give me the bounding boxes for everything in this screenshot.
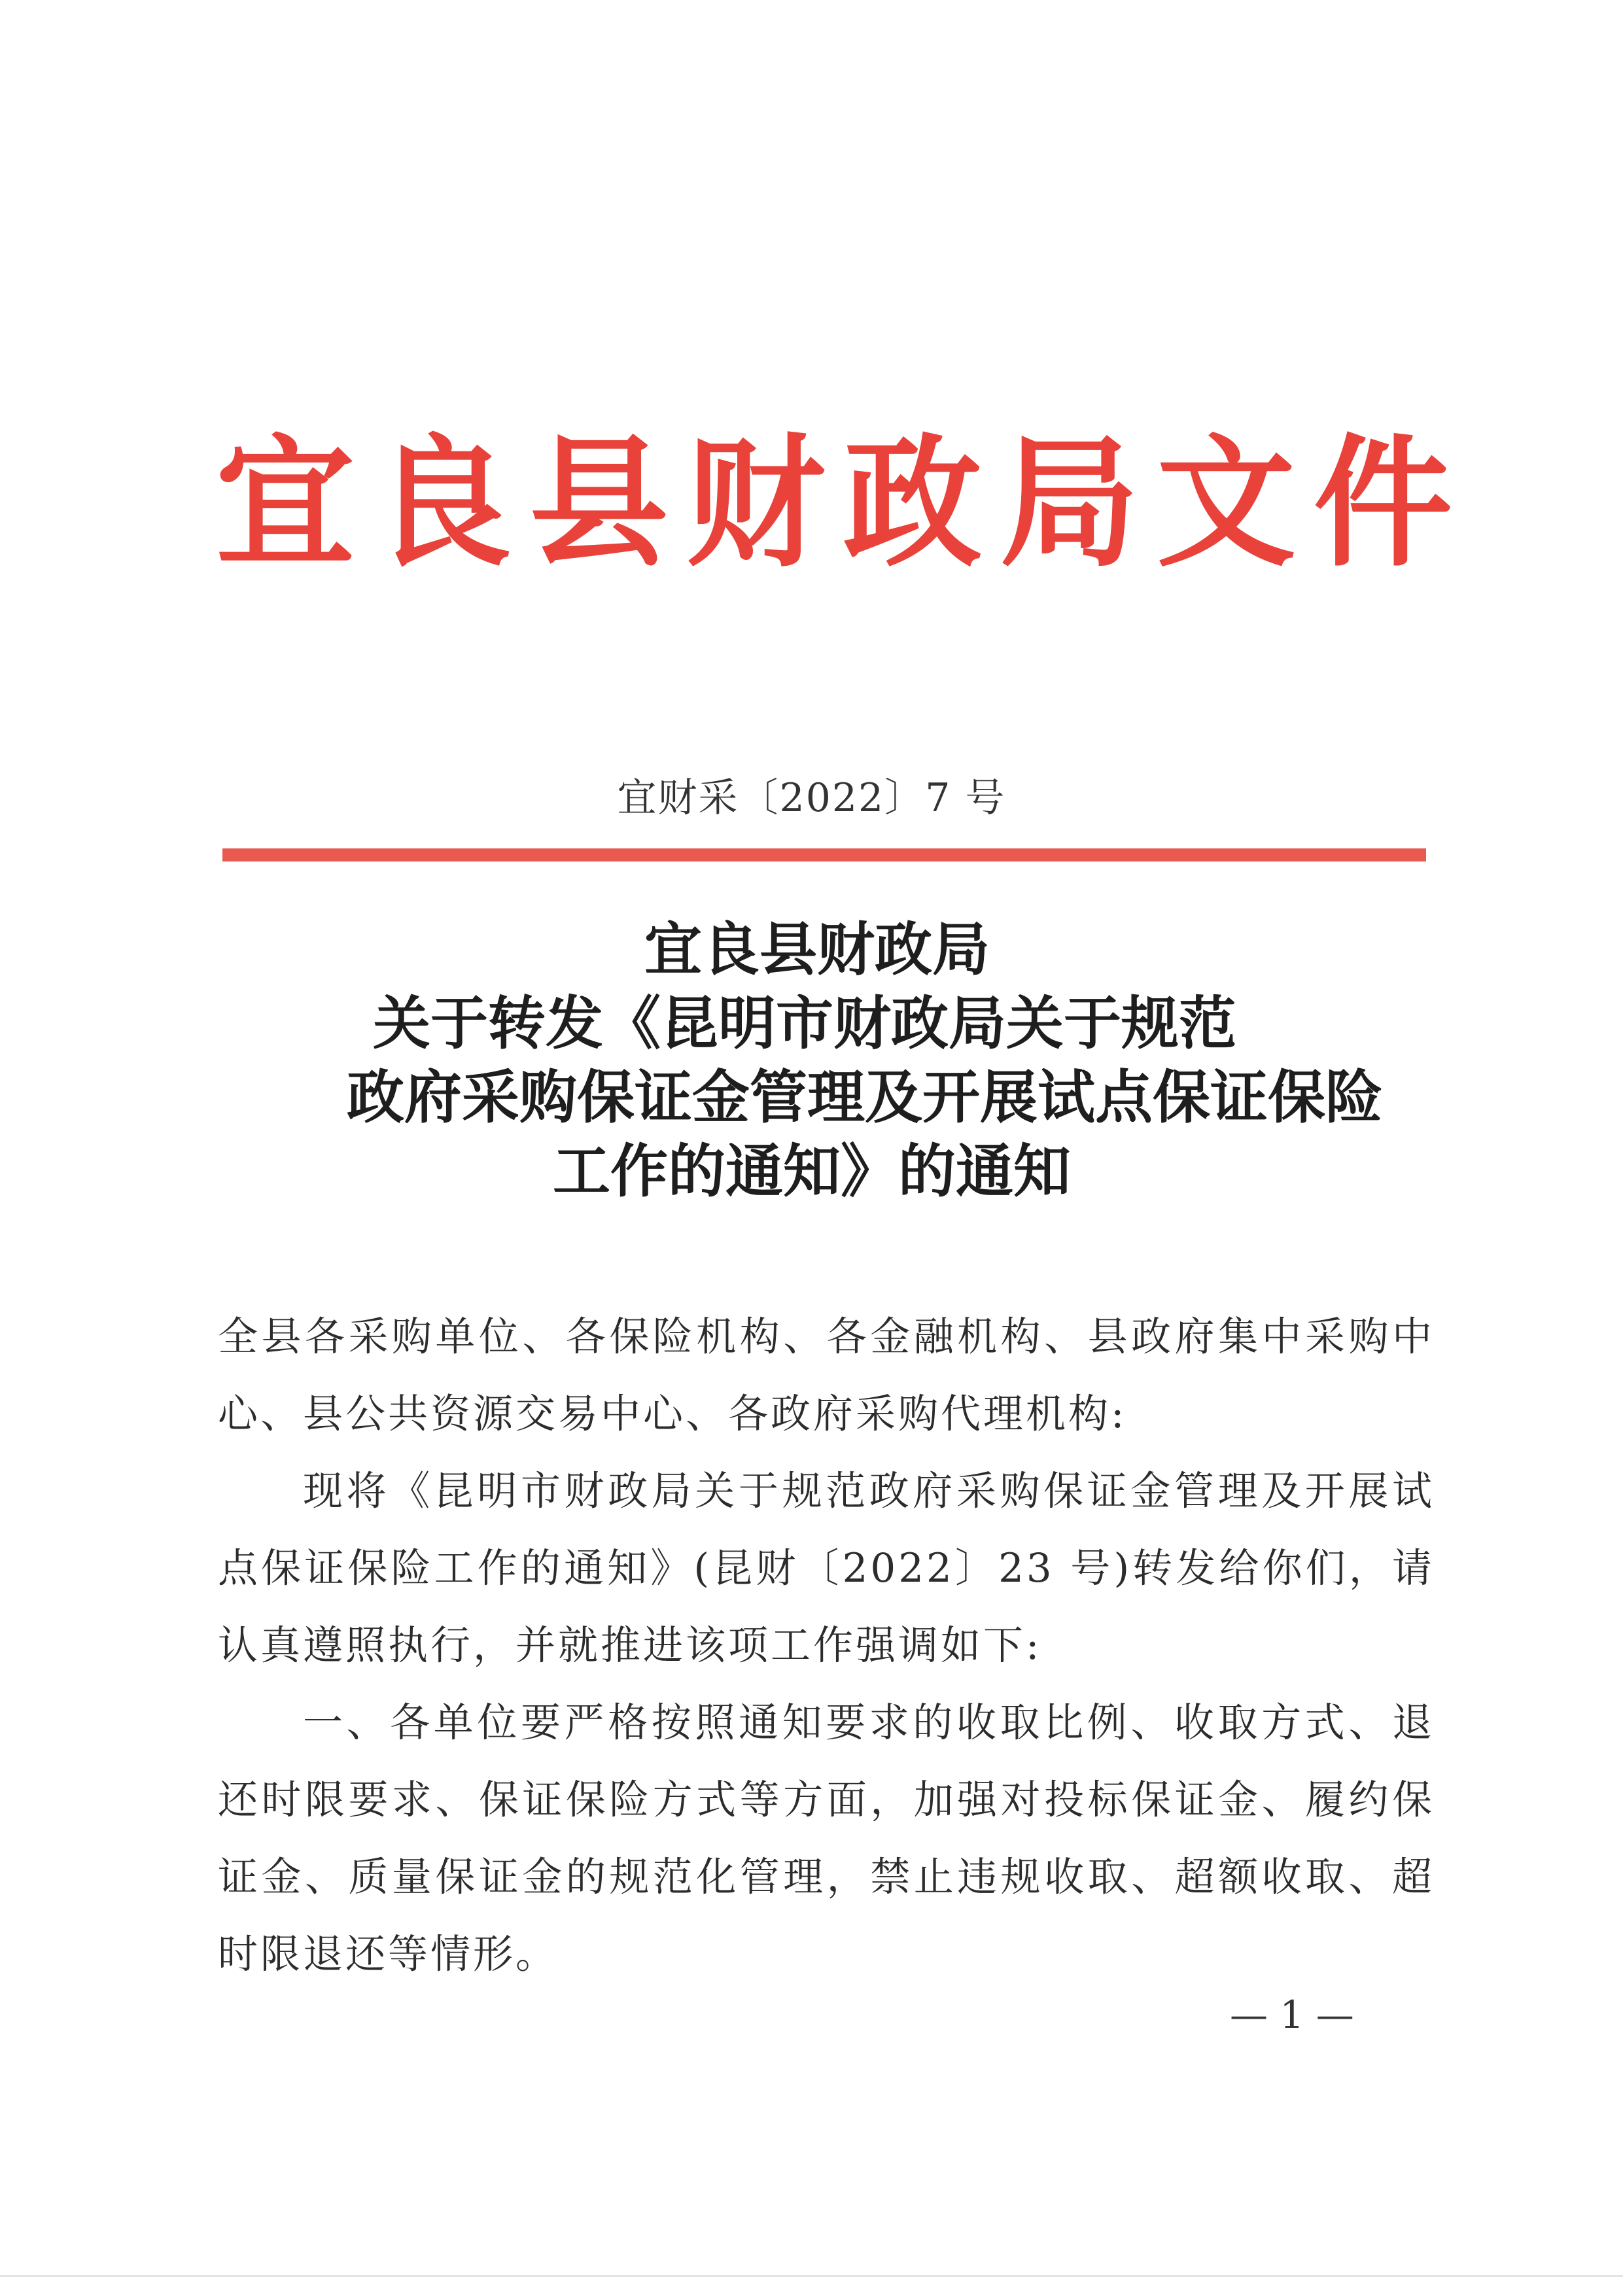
body-paragraph: 现将《昆明市财政局关于规范政府采购保证金管理及开展试点保证保险工作的通知》(昆财〔2022〕23 号)转发给你们，请认真遵照执行，并就推进该项工作强调如下: <box>218 1468 1435 1669</box>
title-line-4: 工作的通知》的通知 <box>553 1137 1072 1205</box>
document-number: 宜财采〔2022〕7 号 <box>617 775 1006 821</box>
masthead-char: 政 <box>843 421 982 586</box>
title-line-1: 宜良县财政局 <box>644 915 990 983</box>
addressees: 全县各采购单位、各保险机构、各金融机构、县政府集中采购中心、县公共资源交易中心、各政府采购代理机构: <box>218 1313 1435 1437</box>
title-line-2: 关于转发《昆明市财政局关于规范 <box>373 989 1237 1057</box>
masthead-char: 文 <box>1157 421 1296 586</box>
document-body <box>218 1298 1435 1993</box>
masthead-char: 良 <box>372 421 512 586</box>
masthead-title <box>216 419 1452 589</box>
masthead-char: 件 <box>1313 421 1452 586</box>
scan-edge-line <box>0 2275 1623 2277</box>
masthead-char: 财 <box>686 421 826 586</box>
body-paragraph: 一、各单位要严格按照通知要求的收取比例、收取方式、退还时限要求、保证保险方式等方面，加强对投标保证金、履约保证金、质量保证金的规范化管理，禁止违规收取、超额收取、超时限退还等情形。 <box>218 1699 1435 1977</box>
masthead-char: 县 <box>529 421 669 586</box>
masthead-char: 宜 <box>216 421 355 586</box>
masthead-char: 局 <box>1000 421 1139 586</box>
page-number: — 1 — <box>1230 1992 1354 2037</box>
red-divider-rule <box>222 848 1426 861</box>
title-line-3: 政府采购保证金管理及开展试点保证保险 <box>347 1063 1384 1131</box>
